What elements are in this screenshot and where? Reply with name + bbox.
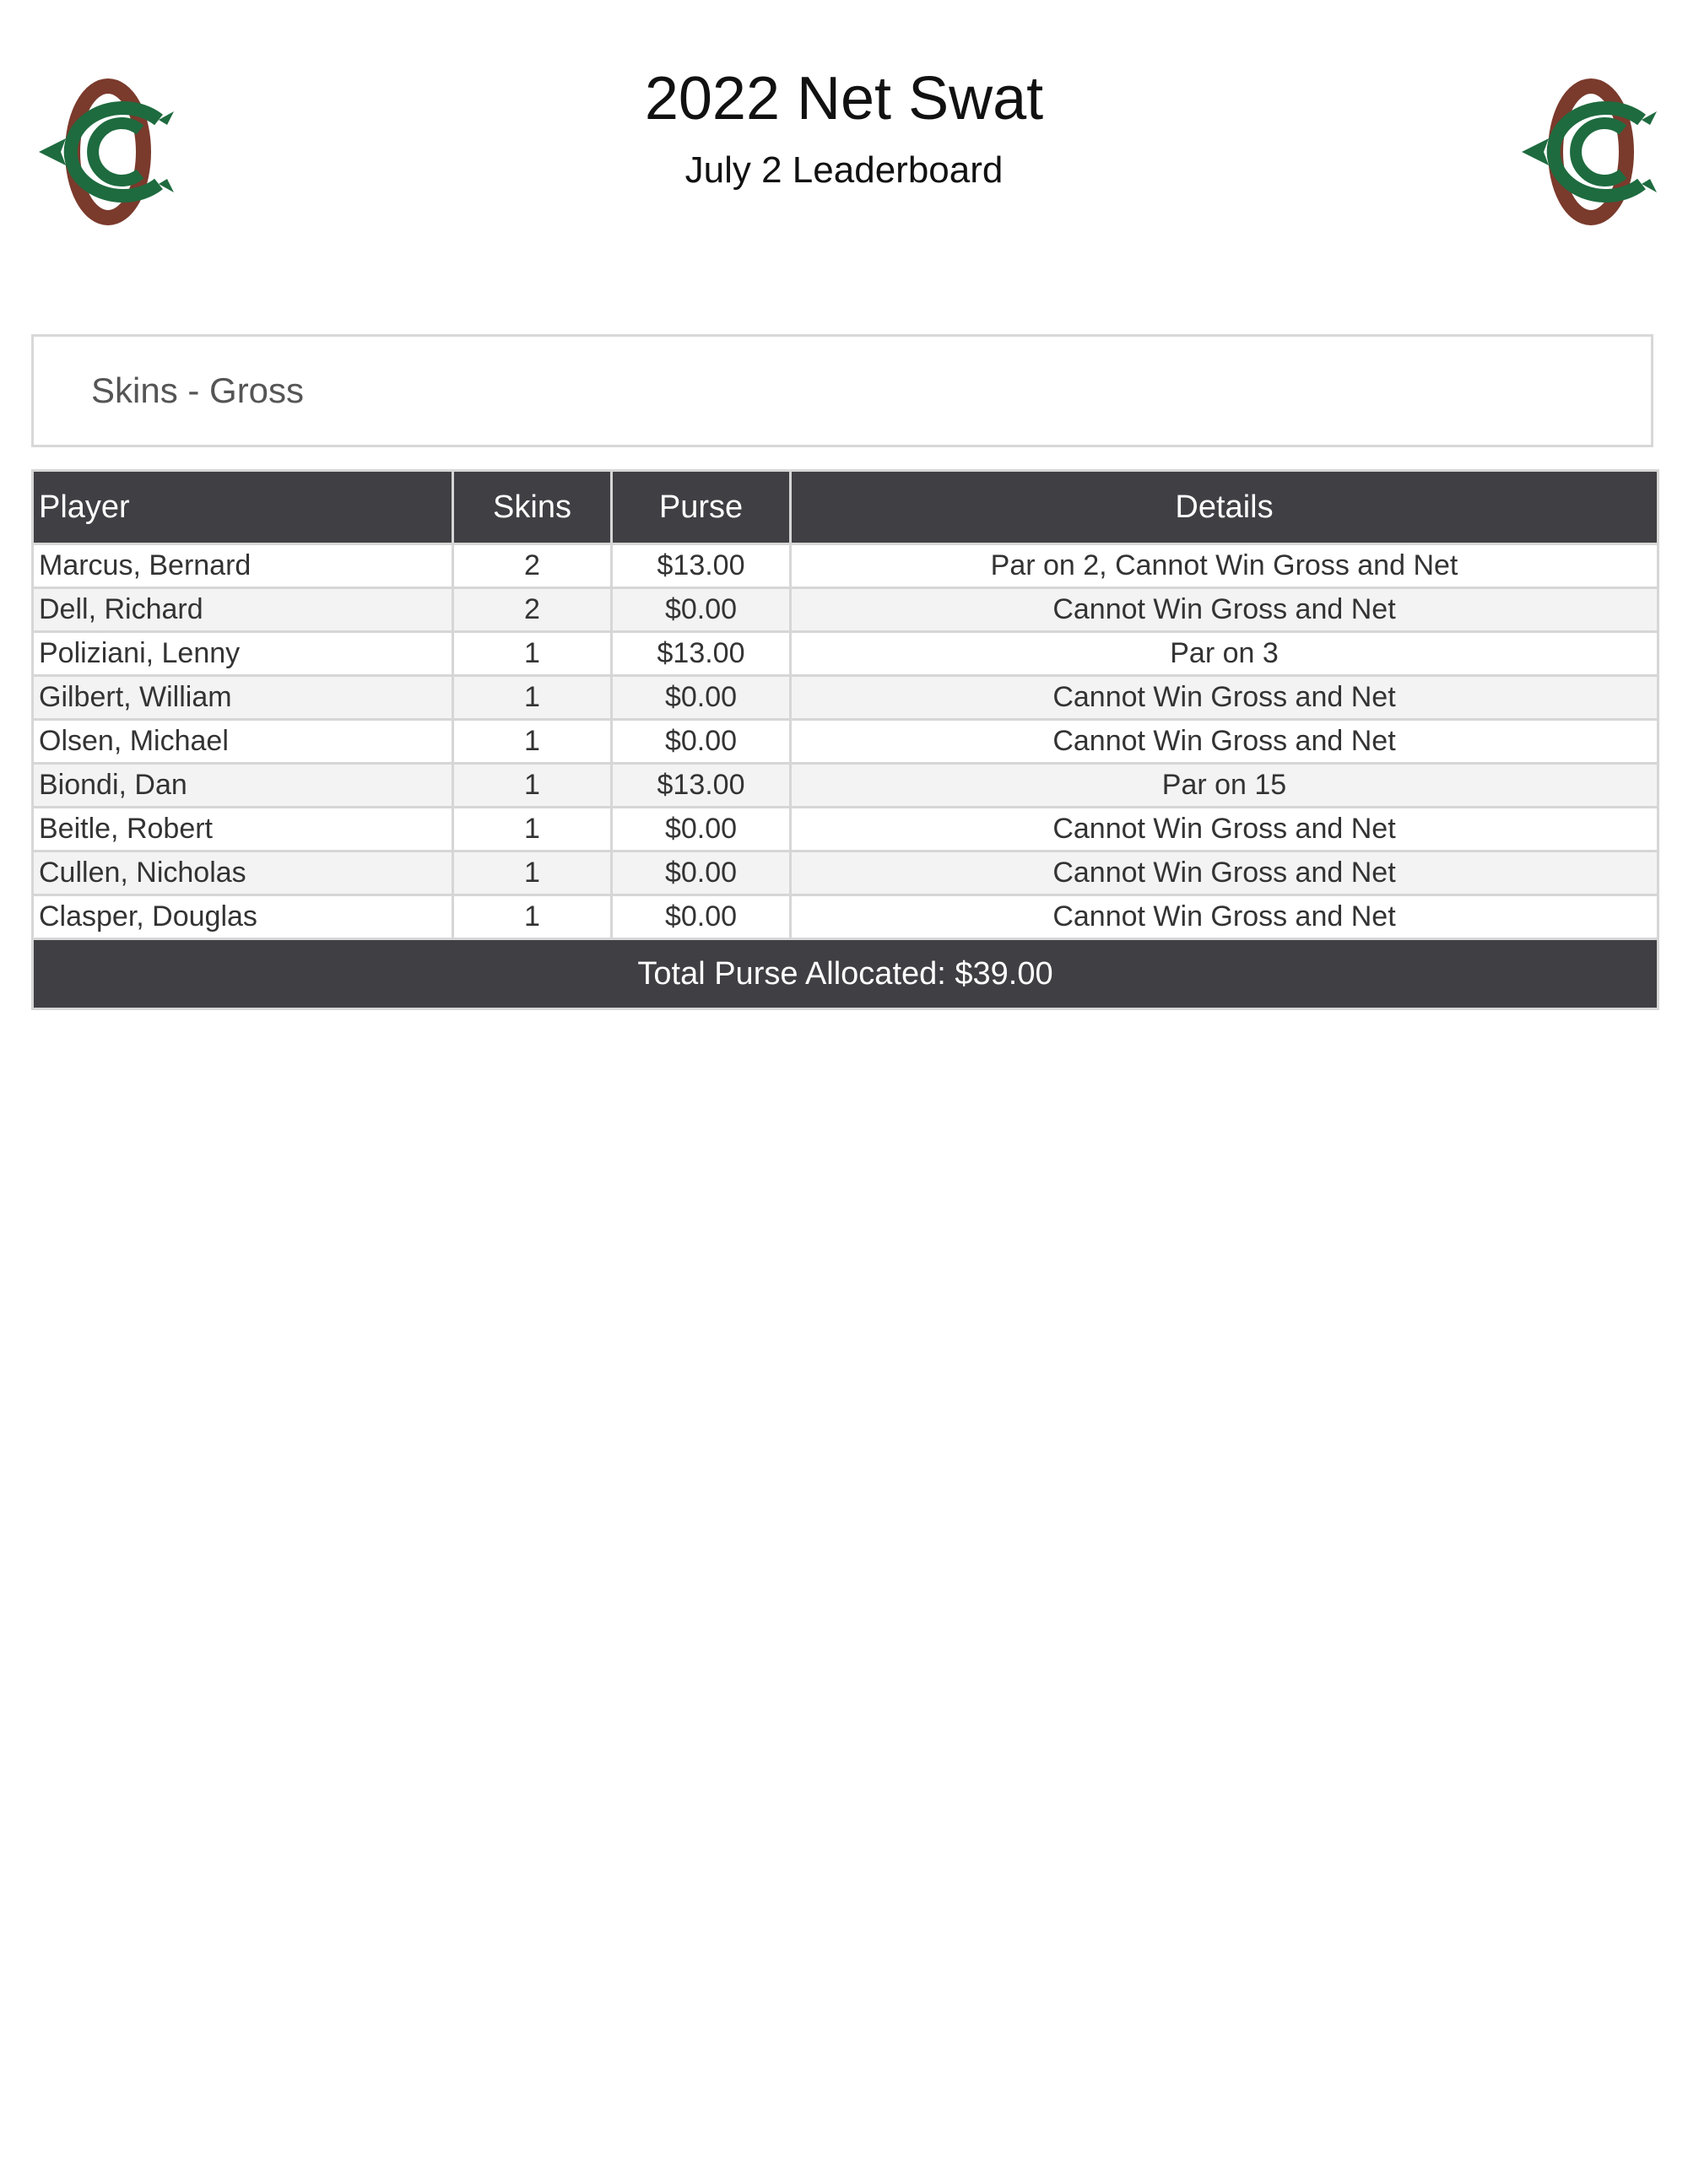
- skin-details: Par on 15: [791, 764, 1658, 808]
- player-name: Biondi, Dan: [33, 764, 453, 808]
- player-name: Olsen, Michael: [33, 720, 453, 764]
- player-name: Poliziani, Lenny: [33, 632, 453, 676]
- player-name: Clasper, Douglas: [33, 895, 453, 939]
- purse-amount: $13.00: [612, 764, 791, 808]
- player-name: Dell, Richard: [33, 588, 453, 632]
- skins-count: 1: [453, 676, 612, 720]
- skin-details: Cannot Win Gross and Net: [791, 588, 1658, 632]
- skin-details: Cannot Win Gross and Net: [791, 720, 1658, 764]
- skin-details: Cannot Win Gross and Net: [791, 808, 1658, 851]
- skins-count: 1: [453, 764, 612, 808]
- skin-details: Par on 2, Cannot Win Gross and Net: [791, 544, 1658, 588]
- purse-amount: $0.00: [612, 720, 791, 764]
- purse-amount: $0.00: [612, 895, 791, 939]
- player-name: Gilbert, William: [33, 676, 453, 720]
- table-row: [33, 544, 1658, 588]
- table-row: [33, 632, 1658, 676]
- skins-count: 1: [453, 632, 612, 676]
- skin-details: Cannot Win Gross and Net: [791, 895, 1658, 939]
- purse-amount: $13.00: [612, 632, 791, 676]
- skin-details: Cannot Win Gross and Net: [791, 676, 1658, 720]
- player-name: Beitle, Robert: [33, 808, 453, 851]
- purse-amount: $13.00: [612, 544, 791, 588]
- total-purse: Total Purse Allocated: $39.00: [33, 939, 1658, 1009]
- player-name: Cullen, Nicholas: [33, 851, 453, 895]
- column-header-player: Player: [33, 471, 453, 544]
- skin-details: Par on 3: [791, 632, 1658, 676]
- skins-count: 1: [453, 808, 612, 851]
- skins-count: 1: [453, 895, 612, 939]
- table-row: [33, 808, 1658, 851]
- table-row: [33, 676, 1658, 720]
- table-row: [33, 764, 1658, 808]
- page-subtitle: July 2 Leaderboard: [684, 149, 1004, 191]
- column-header-details: Details: [791, 471, 1658, 544]
- skins-count: 2: [453, 588, 612, 632]
- skin-details: Cannot Win Gross and Net: [791, 851, 1658, 895]
- column-header-purse: Purse: [612, 471, 791, 544]
- purse-amount: $0.00: [612, 808, 791, 851]
- page-title: 2022 Net Swat: [644, 65, 1044, 132]
- column-header-skins: Skins: [453, 471, 612, 544]
- section-header: [31, 334, 1653, 447]
- skins-count: 1: [453, 720, 612, 764]
- purse-amount: $0.00: [612, 588, 791, 632]
- table-row: [33, 851, 1658, 895]
- table-header-row: [33, 471, 1658, 544]
- skins-count: 2: [453, 544, 612, 588]
- table-row: [33, 720, 1658, 764]
- player-name: Marcus, Bernard: [33, 544, 453, 588]
- table-row: [33, 588, 1658, 632]
- purse-amount: $0.00: [612, 676, 791, 720]
- skins-count: 1: [453, 851, 612, 895]
- table-row: [33, 895, 1658, 939]
- leaderboard-table: [31, 469, 1659, 1010]
- table-footer-row: [33, 939, 1658, 1009]
- purse-amount: $0.00: [612, 851, 791, 895]
- section-title: Skins - Gross: [91, 370, 305, 410]
